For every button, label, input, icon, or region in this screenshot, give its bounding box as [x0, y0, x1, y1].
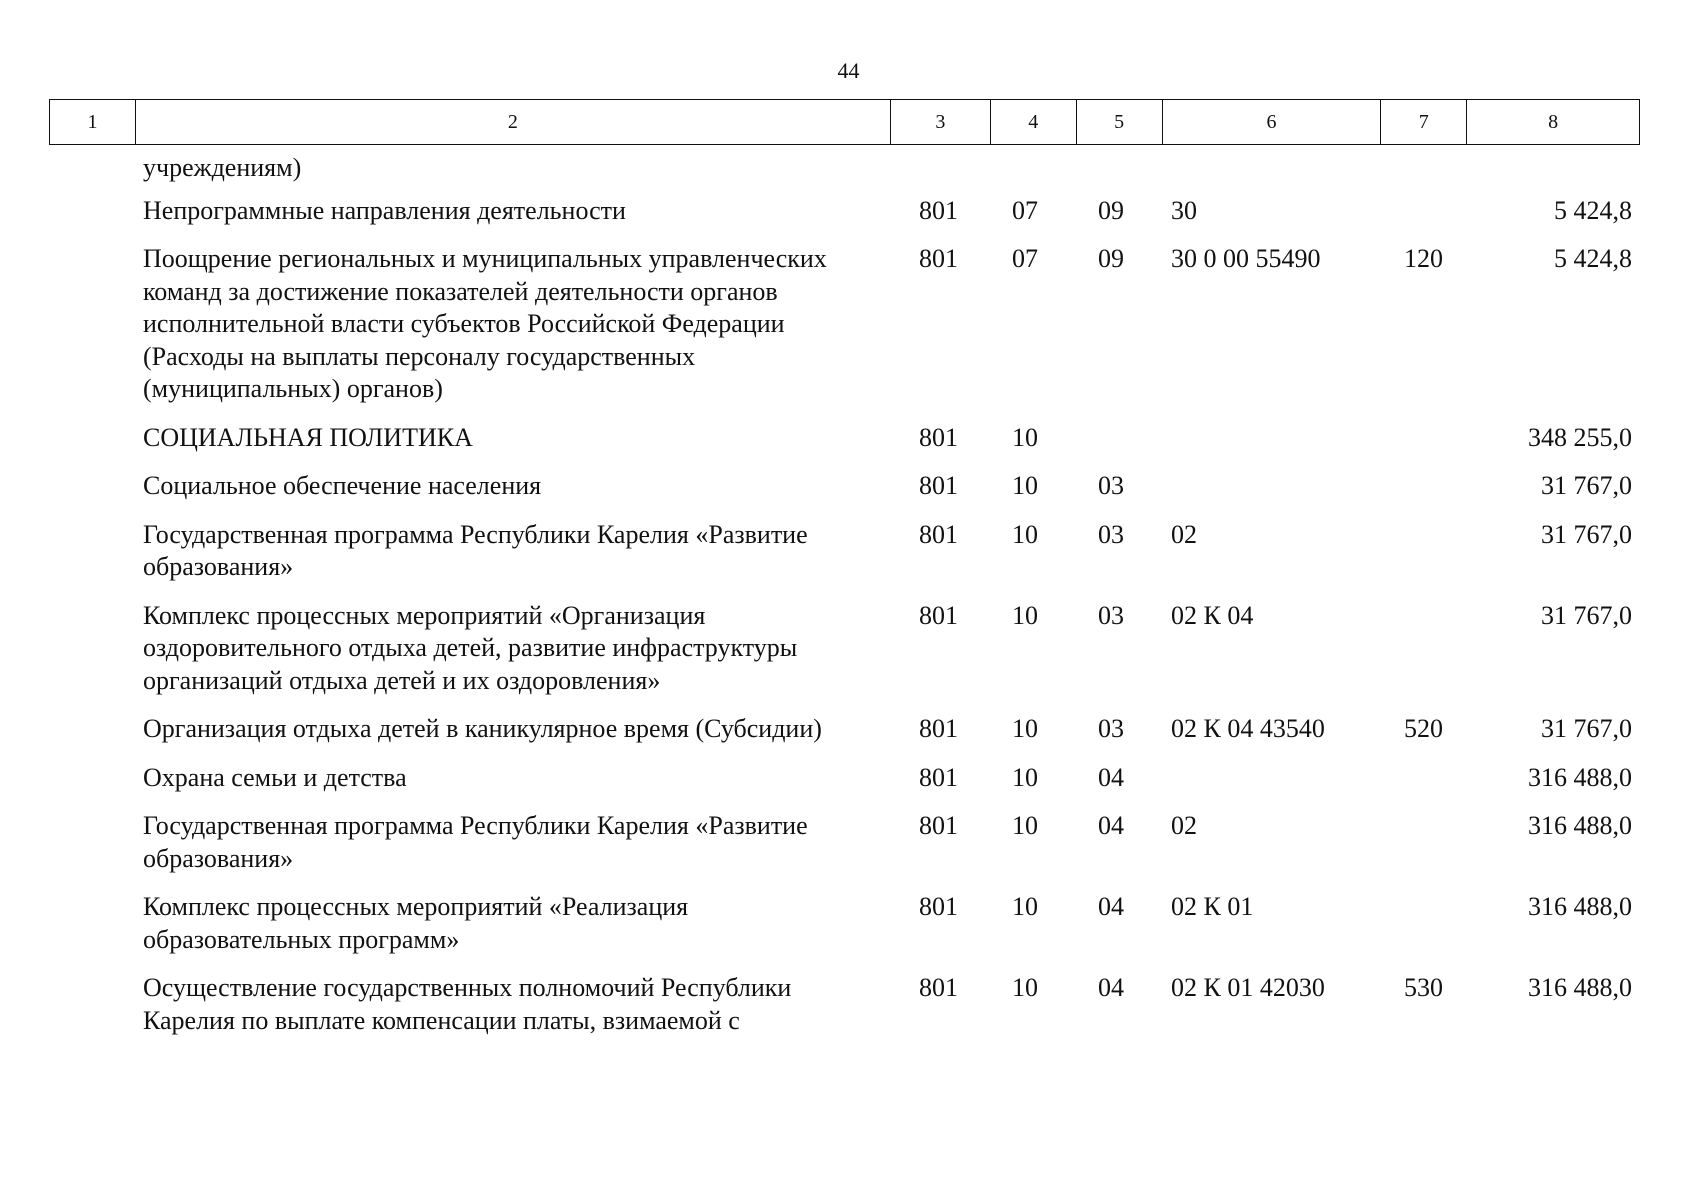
cell-col-4: 10: [1012, 714, 1038, 743]
cell-col-5: 09: [1098, 195, 1124, 225]
cell-col-4: 10: [1012, 892, 1038, 921]
cell-col-3: 801: [919, 471, 958, 500]
cell-col-1: [49, 519, 135, 584]
cell-col-3: 801: [919, 892, 958, 921]
cell-col-6: 02 К 01: [1171, 892, 1254, 921]
cell-col-4: [991, 152, 1077, 185]
cell-col-5: 04: [1098, 762, 1124, 792]
header-col-3: 3: [891, 100, 991, 144]
cell-name: Организация отдыха детей в каникулярное время (Субсидии): [143, 714, 822, 743]
header-col-7: 7: [1381, 100, 1467, 144]
cell-col-4: 10: [1012, 471, 1038, 500]
cell-col-4: 07: [1012, 244, 1038, 273]
cell-col-7: [1382, 810, 1468, 875]
cell-col-5: 03: [1098, 519, 1124, 549]
cell-col-7: 520: [1404, 714, 1443, 743]
cell-col-4: 10: [1012, 973, 1038, 1002]
cell-name: Комплекс процессных мероприятий «Организация оздоровительного отдыха детей, развитие инфраструктуры организаций отдыха детей и их оздоровления»: [143, 600, 798, 695]
page-number: 44: [837, 58, 860, 83]
table-row: [49, 519, 1640, 600]
cell-name: Социальное обеспечение населения: [143, 471, 542, 500]
cell-col-1: [49, 762, 135, 795]
cell-col-1: [49, 195, 135, 228]
table-row: [49, 243, 1640, 422]
table-row: [49, 152, 1640, 195]
cell-col-6: 30 0 00 55490: [1171, 244, 1321, 273]
cell-col-1: [49, 713, 135, 746]
table-row: [49, 600, 1640, 714]
cell-col-8: 316 488,0: [1528, 892, 1632, 921]
cell-col-8: 5 424,8: [1554, 195, 1632, 225]
cell-name: учреждениям): [143, 153, 302, 182]
table-row: [49, 891, 1640, 972]
cell-col-3: [891, 152, 991, 185]
cell-col-8: 316 488,0: [1528, 762, 1632, 792]
cell-name: Комплекс процессных мероприятий «Реализация образовательных программ»: [143, 892, 689, 954]
table-row: [49, 422, 1640, 471]
cell-col-6: [1163, 470, 1382, 503]
cell-col-6: 30: [1171, 195, 1197, 225]
cell-col-4: 07: [1012, 195, 1038, 225]
cell-name: Государственная программа Республики Карелия «Развитие образования»: [143, 811, 808, 873]
header-col-1: 1: [50, 100, 136, 144]
column-number-header: [49, 99, 1640, 145]
cell-col-5: 03: [1098, 600, 1124, 630]
cell-col-7: [1382, 762, 1468, 795]
cell-name: Поощрение региональных и муниципальных управленческих команд за достижение показателей деятельности органов исполнительной власти субъектов Российской Федерации (Расходы на выплаты персоналу государственных (муниципальных) органов): [143, 244, 827, 403]
cell-col-5: [1077, 422, 1163, 455]
cell-col-6: 02 К 01 42030: [1171, 973, 1325, 1002]
cell-col-7: 530: [1404, 973, 1443, 1002]
cell-col-1: [49, 810, 135, 875]
cell-name: Охрана семьи и детства: [143, 762, 407, 792]
cell-col-5: 04: [1098, 973, 1124, 1002]
cell-col-7: [1382, 470, 1468, 503]
cell-col-7: [1382, 600, 1468, 698]
cell-col-3: 801: [919, 195, 958, 225]
table-row: [49, 762, 1640, 811]
table-row: [49, 470, 1640, 519]
cell-col-3: 801: [919, 762, 958, 792]
cell-name: СОЦИАЛЬНАЯ ПОЛИТИКА: [143, 422, 473, 452]
cell-col-3: 801: [919, 811, 958, 840]
cell-col-7: [1382, 152, 1468, 185]
cell-col-5: 03: [1098, 471, 1124, 500]
cell-col-5: 04: [1098, 892, 1124, 921]
cell-col-3: 801: [919, 600, 958, 630]
table-row: [49, 972, 1640, 1053]
cell-col-3: 801: [919, 422, 958, 452]
cell-col-6: [1163, 152, 1382, 185]
cell-col-7: 120: [1404, 244, 1443, 273]
cell-name: Непрограммные направления деятельности: [143, 195, 626, 225]
budget-table-body: [49, 152, 1640, 1053]
cell-col-5: 04: [1098, 811, 1124, 840]
cell-col-1: [49, 891, 135, 956]
cell-name: Государственная программа Республики Карелия «Развитие образования»: [143, 519, 808, 581]
cell-col-3: 801: [919, 519, 958, 549]
cell-col-1: [49, 152, 135, 185]
cell-col-3: 801: [919, 244, 958, 273]
cell-col-1: [49, 600, 135, 698]
cell-col-8: 31 767,0: [1541, 519, 1632, 549]
cell-col-7: [1382, 519, 1468, 584]
cell-col-4: 10: [1012, 422, 1038, 452]
cell-col-7: [1382, 422, 1468, 455]
cell-col-4: 10: [1012, 600, 1038, 630]
cell-name: Осуществление государственных полномочий Республики Карелия по выплате компенсации платы, взимаемой с: [143, 973, 792, 1035]
cell-col-1: [49, 972, 135, 1037]
cell-col-5: 03: [1098, 714, 1124, 743]
cell-col-1: [49, 243, 135, 406]
header-col-5: 5: [1077, 100, 1163, 144]
cell-col-6: 02: [1171, 811, 1197, 840]
cell-col-3: 801: [919, 714, 958, 743]
cell-col-8: 348 255,0: [1528, 422, 1632, 452]
cell-col-4: 10: [1012, 811, 1038, 840]
cell-col-4: 10: [1012, 519, 1038, 549]
table-row: [49, 713, 1640, 762]
cell-col-6: 02 К 04 43540: [1171, 714, 1325, 743]
header-col-4: 4: [991, 100, 1077, 144]
cell-col-6: 02 К 04: [1171, 600, 1254, 630]
cell-col-7: [1382, 195, 1468, 228]
cell-col-7: [1382, 891, 1468, 956]
cell-col-5: [1077, 152, 1163, 185]
cell-col-6: 02: [1171, 519, 1197, 549]
cell-col-6: [1163, 422, 1382, 455]
cell-col-8: 316 488,0: [1528, 811, 1632, 840]
table-row: [49, 195, 1640, 244]
cell-col-8: 31 767,0: [1541, 714, 1632, 743]
header-col-8: 8: [1548, 111, 1559, 133]
cell-col-8: 316 488,0: [1528, 973, 1632, 1002]
cell-col-5: 09: [1098, 244, 1124, 273]
cell-col-1: [49, 422, 135, 455]
header-col-6: 6: [1163, 100, 1382, 144]
cell-col-8: [1468, 152, 1640, 185]
cell-col-3: 801: [919, 973, 958, 1002]
cell-col-6: [1163, 762, 1382, 795]
cell-col-8: 5 424,8: [1554, 244, 1632, 273]
cell-col-8: 31 767,0: [1541, 471, 1632, 500]
header-col-2: 2: [136, 100, 891, 144]
table-row: [49, 810, 1640, 891]
cell-col-1: [49, 470, 135, 503]
cell-col-8: 31 767,0: [1541, 600, 1632, 630]
cell-col-4: 10: [1012, 762, 1038, 792]
